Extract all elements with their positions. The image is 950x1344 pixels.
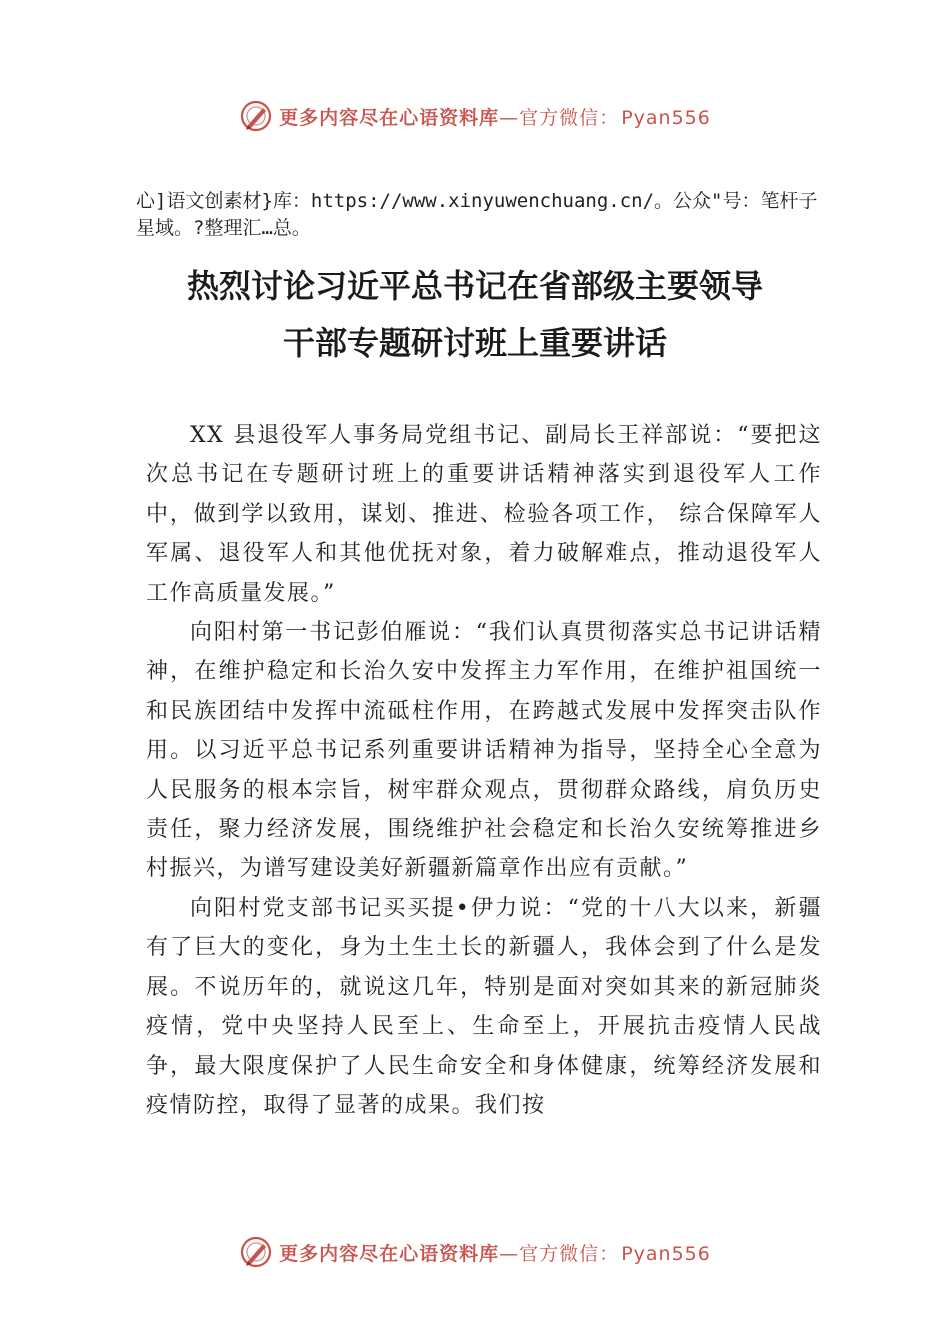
header-watermark [0, 96, 950, 136]
pen-logo-icon [239, 1235, 273, 1269]
title-line-1: 热烈讨论习近平总书记在省部级主要领导 [186, 267, 763, 305]
watermark-label: 官方微信： [519, 1242, 620, 1265]
watermark-label: 官方微信： [519, 106, 620, 129]
page-title [100, 258, 850, 372]
watermark-dash: — [499, 1242, 520, 1265]
paragraph: 向阳村党支部书记买买提•伊力说：“党的十八大以来，新疆有了巨大的变化，身为土生土长的新疆人，我体会到了什么是发展。不说历年的，就说这几年，特别是面对突如其来的新冠肺炎疫情，党中央坚持人民至上、生命至上，开展抗击疫情人民战争，最大限度保护了人民生命安全和身体健康，统筹经济发展和疫情防控，取得了显著的成果。我们按 [146, 895, 822, 1118]
watermark-id: Pyan556 [621, 1242, 711, 1265]
title-line-2: 干部专题研讨班上重要讲话 [282, 324, 667, 362]
source-note: 心]语文创素材}库：https://www.xinyuwenchuang.cn/。公众"号：笔杆子星域。?整理汇…总。 [136, 190, 818, 239]
watermark-brand: 更多内容尽在心语资料库 [279, 106, 500, 129]
watermark-dash: — [499, 106, 520, 129]
pen-logo-icon [239, 99, 273, 133]
paragraph: XX 县退役军人事务局党组书记、副局长王祥部说：“要把这次总书记在专题研讨班上的重要讲话精神落实到退役军人工作中，做到学以致用，谋划、推进、检验各项工作， 综合保障军人军属、退役军人和其他优抚对象，着力破解难点，推动退役军人工作高质量发展。” [146, 423, 822, 606]
watermark-brand: 更多内容尽在心语资料库 [279, 1242, 500, 1265]
footer-watermark [0, 1232, 950, 1272]
paragraph: 向阳村第一书记彭伯雁说：“我们认真贯彻落实总书记讲话精神，在维护稳定和长治久安中发挥主力军作用，在维护祖国统一和民族团结中发挥中流砥柱作用，在跨越式发展中发挥突击队作用。以习近平总书记系列重要讲话精神为指导，坚持全心全意为人民服务的根本宗旨，树牢群众观点，贯彻群众路线，肩负历史责任，聚力经济发展，围绕维护社会稳定和长治久安统筹推进乡村振兴，为谱写建设美好新疆新篇章作出应有贡献。” [146, 620, 822, 882]
article-body [146, 416, 822, 1125]
watermark-text [279, 103, 711, 130]
watermark-text [279, 1239, 711, 1266]
watermark-id: Pyan556 [621, 106, 711, 129]
